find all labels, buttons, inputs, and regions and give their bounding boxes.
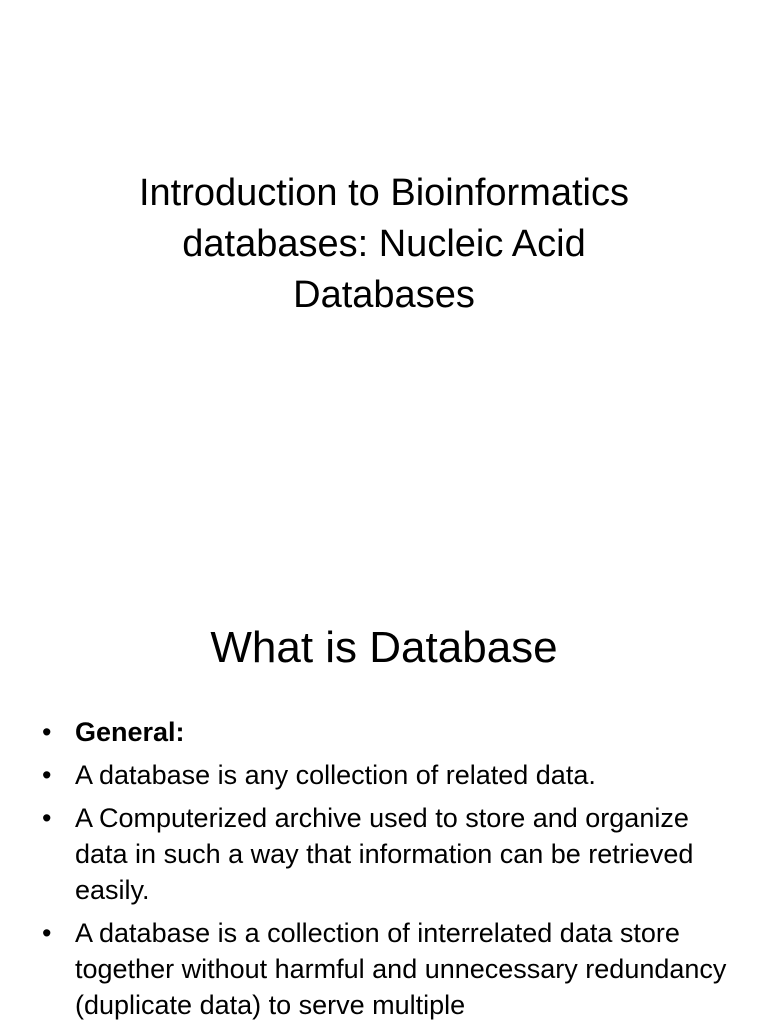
slide-2-title: What is Database: [210, 623, 558, 672]
bullet-dot-icon: •: [42, 918, 52, 948]
bullet-dot-icon: •: [42, 717, 52, 747]
bullet-dot-icon: •: [42, 760, 52, 790]
bullet-list: [40, 714, 730, 1024]
bullet-item-definition: [40, 757, 730, 793]
slide-1-title: [60, 168, 708, 321]
bullet-item-archive: [40, 800, 730, 908]
title-line-2: databases: Nucleic Acid: [182, 223, 586, 265]
bullet-text: A Computerized archive used to store and organize data in such a way that information can be retrieved easily.: [75, 803, 694, 905]
bullet-dot-icon: •: [42, 803, 52, 833]
bullet-item-interrelated: [40, 915, 730, 1023]
bullet-text: A database is any collection of related data.: [75, 760, 596, 790]
title-line-3: Databases: [293, 274, 475, 316]
bullet-text: A database is a collection of interrelated data store together without harmful and unnecessary redundancy (duplicate data) to serve multiple: [75, 918, 727, 1020]
bullet-text: General:: [75, 717, 185, 747]
title-line-1: Introduction to Bioinformatics: [138, 172, 629, 214]
slide-2: [0, 576, 768, 1024]
bullet-item-general: [40, 714, 730, 750]
